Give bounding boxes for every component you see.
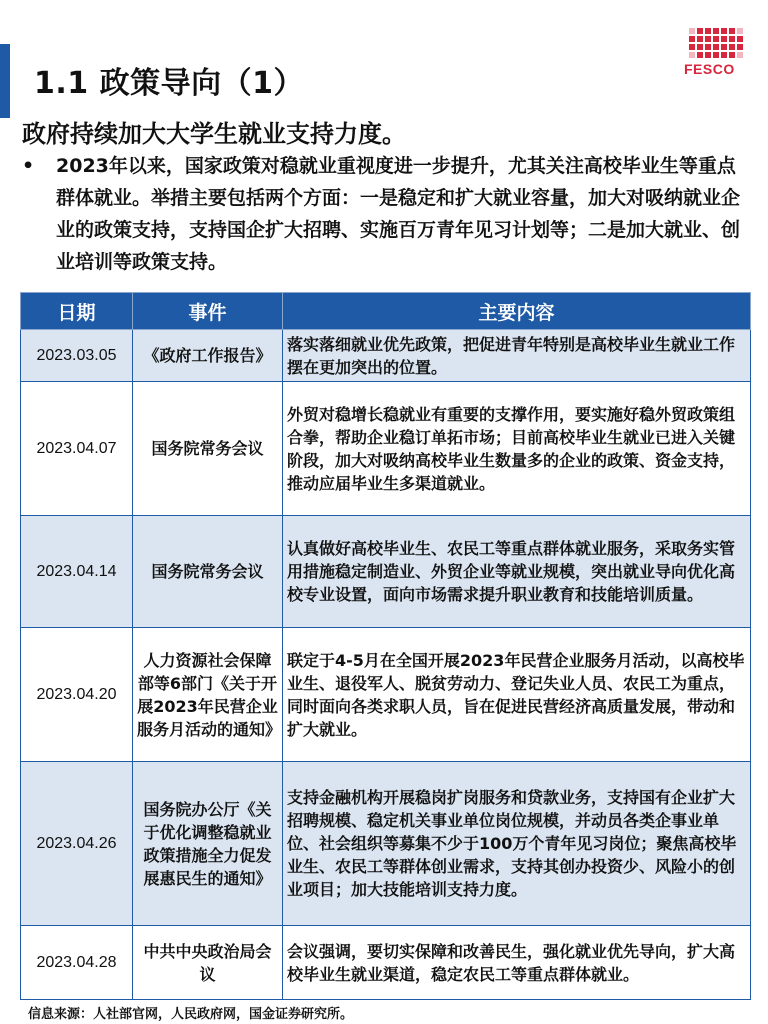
row-content: 支持金融机构开展稳岗扩岗服务和贷款业务，支持国有企业扩大招聘规模、稳定机关事业单位岗位规模，并动员各类企事业单位、社会组织等募集不少于100万个青年见习岗位；聚焦高校毕业生、农民工等群体创业需求，支持其创办投资少、风险小的创业项目；加大技能培训支持力度。 (283, 762, 751, 926)
column-header-content: 主要内容 (283, 293, 751, 330)
table-row (21, 628, 751, 762)
summary-bullet (22, 150, 744, 278)
bullet-text: 2023年以来，国家政策对稳就业重视度进一步提升，尤其关注高校毕业生等重点群体就业。举措主要包括两个方面：一是稳定和扩大就业容量，加大对吸纳就业企业的政策支持，支持国企扩大招聘、实施百万青年见习计划等；二是加大就业、创业培训等政策支持。 (56, 155, 741, 273)
row-date: 2023.04.26 (21, 762, 133, 926)
title-accent-bar (0, 44, 10, 118)
row-content: 联定于4-5月在全国开展2023年民营企业服务月活动，以高校毕业生、退役军人、脱贫劳动力、登记失业人员、农民工为重点，同时面向各类求职人员，旨在促进民营经济高质量发展，带动和扩大就业。 (283, 628, 751, 762)
row-event: 《政府工作报告》 (133, 330, 283, 382)
logo-text: FESCO (684, 61, 735, 77)
table-header-row (21, 293, 751, 330)
row-event: 人力资源社会保障部等6部门《关于开展2023年民营企业服务月活动的通知》 (133, 628, 283, 762)
page-subtitle: 政府持续加大大学生就业支持力度。 (22, 120, 406, 148)
table-row (21, 926, 751, 1000)
row-date: 2023.04.07 (21, 382, 133, 516)
page-title: 1.1 政策导向（1） (34, 66, 304, 101)
row-content: 认真做好高校毕业生、农民工等重点群体就业服务，采取务实管用措施稳定制造业、外贸企业等就业规模，突出就业导向优化高校专业设置，面向市场需求提升职业教育和技能培训质量。 (283, 516, 751, 628)
row-date: 2023.04.28 (21, 926, 133, 1000)
row-event: 国务院常务会议 (133, 382, 283, 516)
table-row (21, 330, 751, 382)
row-content: 外贸对稳增长稳就业有重要的支撑作用，要实施好稳外贸政策组合拳，帮助企业稳订单拓市场；目前高校毕业生就业已进入关键阶段，加大对吸纳高校毕业生数量多的企业的政策、资金支持，推动应届毕业生多渠道就业。 (283, 382, 751, 516)
row-date: 2023.03.05 (21, 330, 133, 382)
table-row (21, 762, 751, 926)
source-note: 信息来源：人社部官网，人民政府网，国金证券研究所。 (28, 1007, 354, 1022)
table-row (21, 516, 751, 628)
fesco-logo (684, 28, 746, 77)
row-event: 国务院办公厅《关于优化调整稳就业政策措施全力促发展惠民生的通知》 (133, 762, 283, 926)
row-event: 中共中央政治局会议 (133, 926, 283, 1000)
row-date: 2023.04.20 (21, 628, 133, 762)
table-row (21, 382, 751, 516)
row-date: 2023.04.14 (21, 516, 133, 628)
row-content: 落实落细就业优先政策，把促进青年特别是高校毕业生就业工作摆在更加突出的位置。 (283, 330, 751, 382)
row-content: 会议强调，要切实保障和改善民生，强化就业优先导向，扩大高校毕业生就业渠道，稳定农民工等重点群体就业。 (283, 926, 751, 1000)
column-header-date: 日期 (21, 293, 133, 330)
row-event: 国务院常务会议 (133, 516, 283, 628)
logo-dot-grid-icon (689, 28, 746, 58)
bullet-marker: • (22, 155, 35, 177)
policy-events-table (20, 292, 751, 1000)
column-header-event: 事件 (133, 293, 283, 330)
